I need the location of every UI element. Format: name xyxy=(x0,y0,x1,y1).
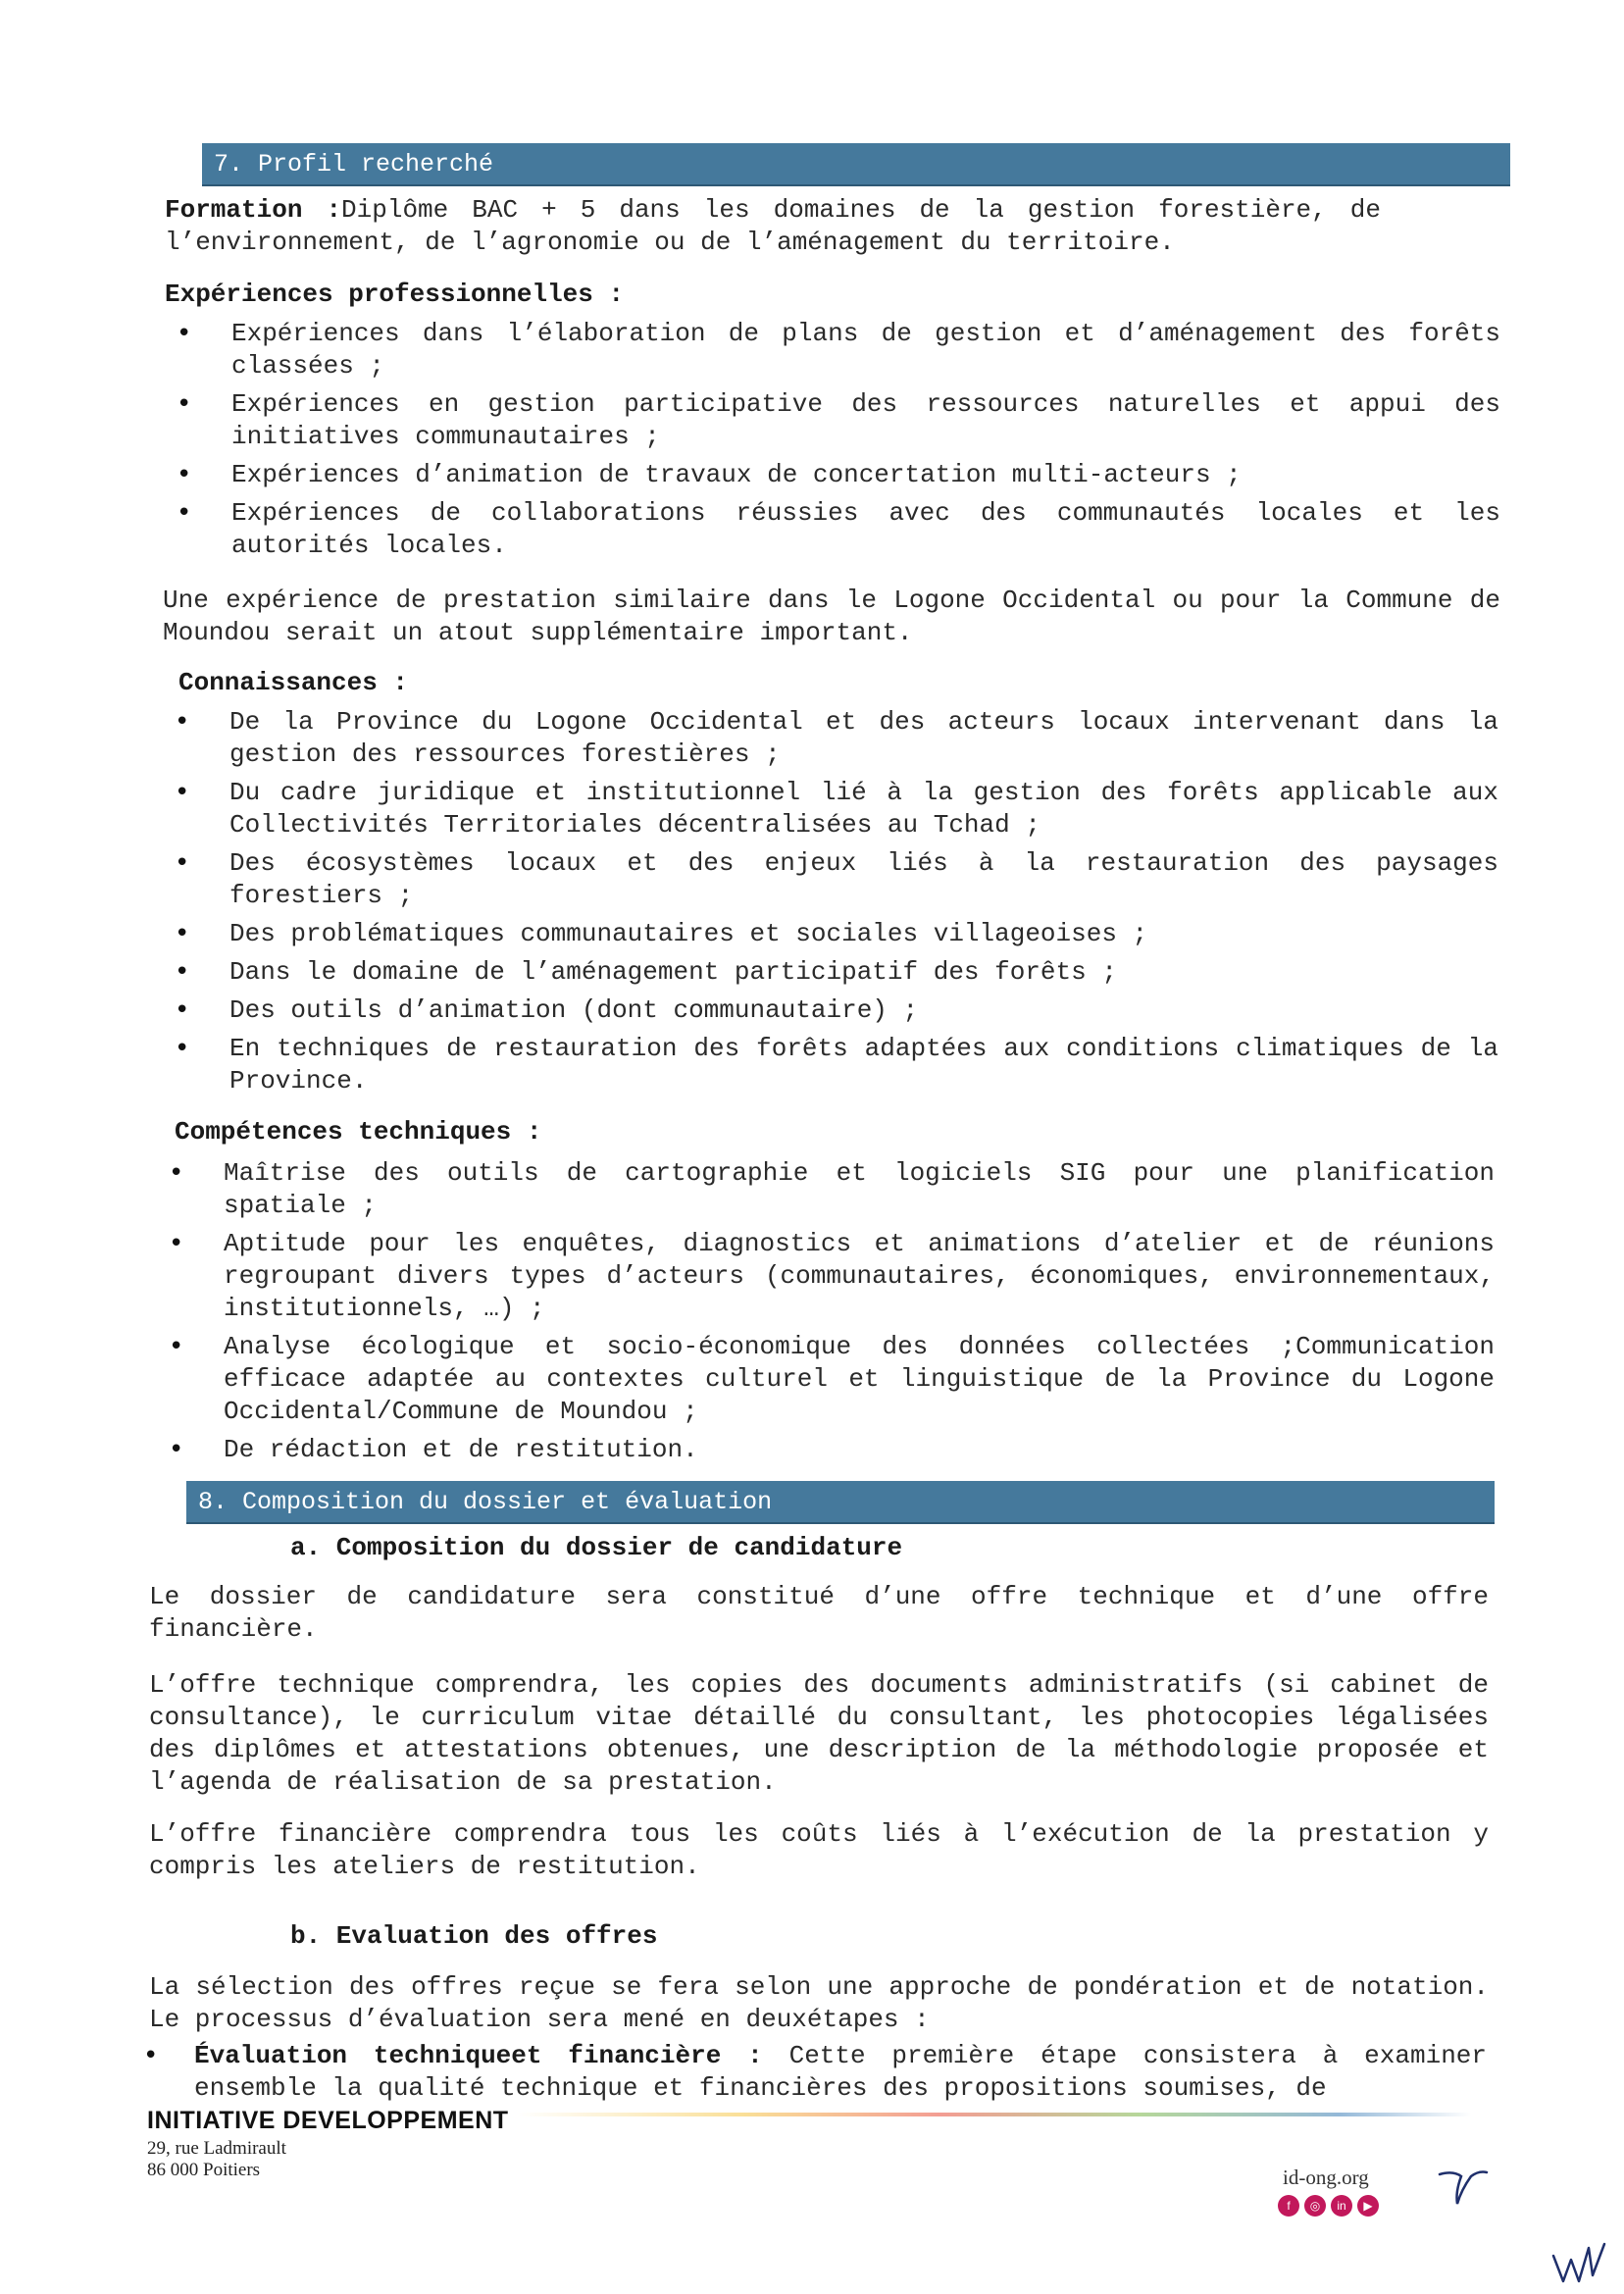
list-item: • Expériences de collaborations réussies avec des communautés locales et les autorités locales. xyxy=(165,497,1500,562)
list-item: • En techniques de restauration des forêts adaptées aux conditions climatiques de la Province. xyxy=(163,1033,1498,1097)
footer-organization: INITIATIVE DEVELOPPEMENT xyxy=(147,2107,509,2134)
dossier-paragraph: Le dossier de candidature sera constitué d’une offre technique et d’une offre financière. xyxy=(149,1582,1489,1644)
list-item: • De rédaction et de restitution. xyxy=(157,1434,1495,1466)
offre-technique-paragraph: L’offre technique comprendra, les copies des documents administratifs (si cabinet de consultance), le curriculum vitae détaillé du consultant, les photocopies légalisées des diplômes et attestations obtenues, une description de la méthodologie proposée et l’agenda de réalisation de sa prestation. xyxy=(149,1670,1489,1797)
evaluation-text: Cette première étape consistera à examiner ensemble la qualité technique et financières des propositions soumises, de xyxy=(194,2041,1487,2103)
initials-mark xyxy=(1432,2163,1491,2212)
experience-note: Une expérience de prestation similaire dans le Logone Occidental ou pour la Commune de Moundou serait un atout supplémentaire important. xyxy=(163,586,1500,647)
competences-heading: Compétences techniques : xyxy=(175,1117,542,1147)
connaissances-list xyxy=(163,706,1498,1103)
signature-mark xyxy=(1549,2238,1608,2287)
formation-paragraph xyxy=(165,194,1381,259)
list-item: • Des outils d’animation (dont communautaire) ; xyxy=(163,994,1498,1027)
list-item: • Maîtrise des outils de cartographie et logiciels SIG pour une planification spatiale ; xyxy=(157,1157,1495,1222)
evaluation-list xyxy=(131,2040,1487,2111)
evaluation-label: Évaluation techniqueet financière : xyxy=(194,2041,763,2070)
competences-list xyxy=(157,1157,1495,1472)
footer-address-line-1: 29, rue Ladmirault xyxy=(147,2138,286,2159)
subsection-a-title: a. Composition du dossier de candidature xyxy=(290,1533,903,1562)
section-8-header: 8. Composition du dossier et évaluation xyxy=(186,1481,1495,1524)
list-item: • De la Province du Logone Occidental et des acteurs locaux intervenant dans la gestion des ressources forestières ; xyxy=(163,706,1498,771)
formation-label: Formation : xyxy=(165,195,342,225)
list-item: • Expériences dans l’élaboration de plans de gestion et d’aménagement des forêts classées ; xyxy=(165,318,1500,382)
selection-paragraph: La sélection des offres reçue se fera selon une approche de pondération et de notation. Le processus d’évaluation sera mené en deuxétapes : xyxy=(149,1972,1489,2034)
instagram-icon[interactable]: ◎ xyxy=(1304,2195,1326,2217)
experiences-list xyxy=(165,318,1500,568)
website-link[interactable]: id-ong.org xyxy=(1283,2166,1369,2189)
linkedin-icon[interactable]: in xyxy=(1331,2195,1352,2217)
list-item: • Analyse écologique et socio-économique des données collectées ;Communication efficace adaptée au contextes culturel et linguistique de la Province du Logone Occidental/Commune de Moundou ; xyxy=(157,1331,1495,1428)
experiences-heading: Expériences professionnelles : xyxy=(165,280,625,309)
list-item xyxy=(131,2040,1487,2105)
list-item: • Des écosystèmes locaux et des enjeux liés à la restauration des paysages forestiers ; xyxy=(163,847,1498,912)
list-item: • Des problématiques communautaires et sociales villageoises ; xyxy=(163,918,1498,950)
footer-address-line-2: 86 000 Poitiers xyxy=(147,2160,261,2180)
subsection-b-title: b. Evaluation des offres xyxy=(290,1921,658,1951)
list-item: • Dans le domaine de l’aménagement participatif des forêts ; xyxy=(163,956,1498,989)
offre-financiere-paragraph: L’offre financière comprendra tous les coûts liés à l’exécution de la prestation y compris les ateliers de restitution. xyxy=(149,1819,1489,1881)
list-item: • Expériences en gestion participative des ressources naturelles et appui des initiatives communautaires ; xyxy=(165,388,1500,453)
connaissances-heading: Connaissances : xyxy=(178,668,409,697)
section-7-header: 7. Profil recherché xyxy=(202,143,1510,186)
facebook-icon[interactable]: f xyxy=(1278,2195,1299,2217)
formation-text: Diplôme BAC + 5 dans les domaines de la gestion forestière, de l’environnement, de l’agronomie ou de l’aménagement du territoire. xyxy=(165,195,1381,257)
youtube-icon[interactable]: ▶ xyxy=(1357,2195,1379,2217)
list-item: • Aptitude pour les enquêtes, diagnostics et animations d’atelier et de réunions regroupant divers types d’acteurs (communautaires, économiques, environnementaux, institutionnels, …) ; xyxy=(157,1228,1495,1325)
list-item: • Du cadre juridique et institutionnel lié à la gestion des forêts applicable aux Collectivités Territoriales décentralisées au Tchad ; xyxy=(163,777,1498,841)
list-item: • Expériences d’animation de travaux de concertation multi-acteurs ; xyxy=(165,459,1500,491)
